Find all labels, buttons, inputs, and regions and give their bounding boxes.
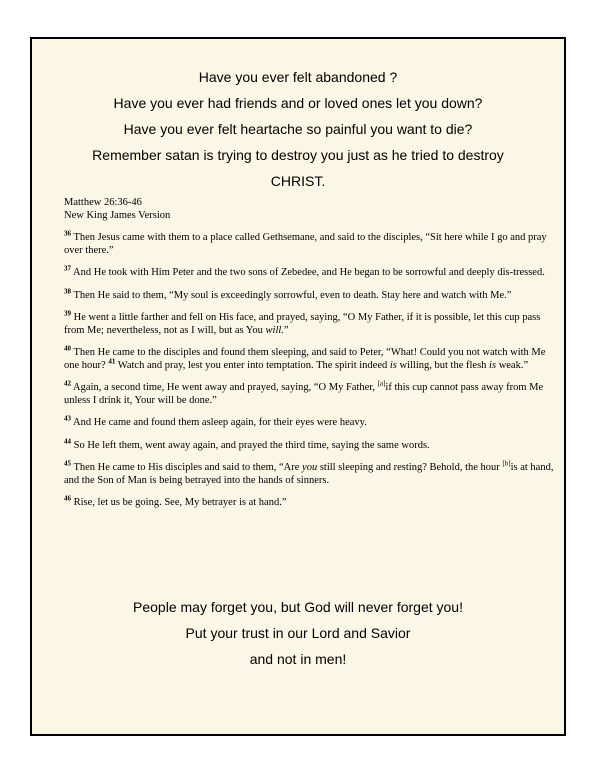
verse-text: still sleeping and resting? Behold, the hour xyxy=(317,462,503,473)
verse-text: ” xyxy=(283,324,289,336)
intro-line: CHRIST. xyxy=(270,173,326,189)
footnote-link[interactable]: [a] xyxy=(377,379,386,388)
verse xyxy=(64,344,554,372)
verse-number: 37 xyxy=(64,264,71,273)
verse xyxy=(64,287,554,303)
verse-text: And He took with Him Peter and the two sons of Zebedee, and He began to be sorrowful and deeply dis-tressed. xyxy=(73,267,545,278)
verse-text: weak.” xyxy=(496,359,529,371)
verse-text: So He left them, went away again, and prayed the third time, saying the same words. xyxy=(73,439,430,451)
verse-number: 45 xyxy=(64,459,71,468)
verse xyxy=(64,379,554,407)
intro-questions xyxy=(32,67,564,197)
verse xyxy=(64,229,554,257)
verse-number: 42 xyxy=(64,379,71,388)
verse-number: 41 xyxy=(108,357,116,365)
verse-text: willing, but the flesh xyxy=(396,359,490,371)
bible-version: New King James Version xyxy=(64,209,171,221)
bordered-frame xyxy=(30,37,566,736)
verse-text: And He came and found them asleep again, for their eyes were heavy. xyxy=(73,417,367,428)
closing-line: and not in men! xyxy=(249,651,347,667)
italic-word: you xyxy=(302,462,318,473)
verse-text: Then He said to them, “My soul is exceedingly sorrowful, even to death. Stay here and watch with Me.” xyxy=(73,289,512,301)
verse-number: 43 xyxy=(64,414,71,423)
closing-message xyxy=(32,597,564,675)
verse-number: 46 xyxy=(64,494,71,503)
verse xyxy=(64,437,554,453)
verse-text: Rise, let us be going. See, My betrayer is at hand.” xyxy=(73,497,287,508)
verse-text: Again, a second time, He went away and prayed, saying, “O My Father, xyxy=(73,382,378,393)
verse-text: is at hand, and the Son of Man is being betrayed into the hands of sinners. xyxy=(64,462,554,486)
italic-word: is xyxy=(389,359,397,371)
italic-word: is xyxy=(489,359,497,371)
scripture-passage xyxy=(64,197,554,510)
verse-text: Then Jesus came with them to a place called Gethsemane, and said to the disciples, “Sit here while I go and pray over there.” xyxy=(64,232,547,256)
verse-text: if this cup cannot pass away from Me unless I drink it, Your will be done.” xyxy=(64,382,544,406)
verse-text: He went a little farther and fell on His face, and prayed, saying, “O My Father, if it is possible, let this cup pass from Me; nevertheless, not as I will, but as You xyxy=(64,312,541,336)
verse-number: 40 xyxy=(64,344,71,353)
intro-line: Have you ever felt abandoned ? xyxy=(198,69,398,85)
verse xyxy=(64,309,554,337)
intro-line: Have you ever had friends and or loved ones let you down? xyxy=(113,95,483,111)
footnote-link[interactable]: [b] xyxy=(502,459,511,468)
verse xyxy=(64,459,554,487)
scripture-reference xyxy=(64,197,554,222)
verse-number: 39 xyxy=(64,309,71,318)
verse xyxy=(64,264,554,280)
intro-line: Remember satan is trying to destroy you just as he tried to destroy xyxy=(92,147,504,163)
verse-text: Then He came to the disciples and found them sleeping, and said to Peter, “What! Could you not watch with Me one hour? xyxy=(64,347,546,371)
verse-number: 38 xyxy=(64,287,71,295)
closing-line: People may forget you, but God will never forget you! xyxy=(133,599,463,615)
verse-number: 44 xyxy=(64,437,71,445)
verse xyxy=(64,494,554,510)
closing-line: Put your trust in our Lord and Savior xyxy=(185,625,411,641)
intro-line: Have you ever felt heartache so painful you want to die? xyxy=(123,121,473,137)
verse-text: Then He came to His disciples and said to them, “Are xyxy=(73,462,303,473)
verse-text: Watch and pray, lest you enter into temptation. The spirit indeed xyxy=(117,359,390,371)
italic-word: will. xyxy=(265,324,284,336)
verse xyxy=(64,414,554,430)
reference-citation: Matthew 26:36-46 xyxy=(64,197,142,208)
verse-number: 36 xyxy=(64,229,71,238)
